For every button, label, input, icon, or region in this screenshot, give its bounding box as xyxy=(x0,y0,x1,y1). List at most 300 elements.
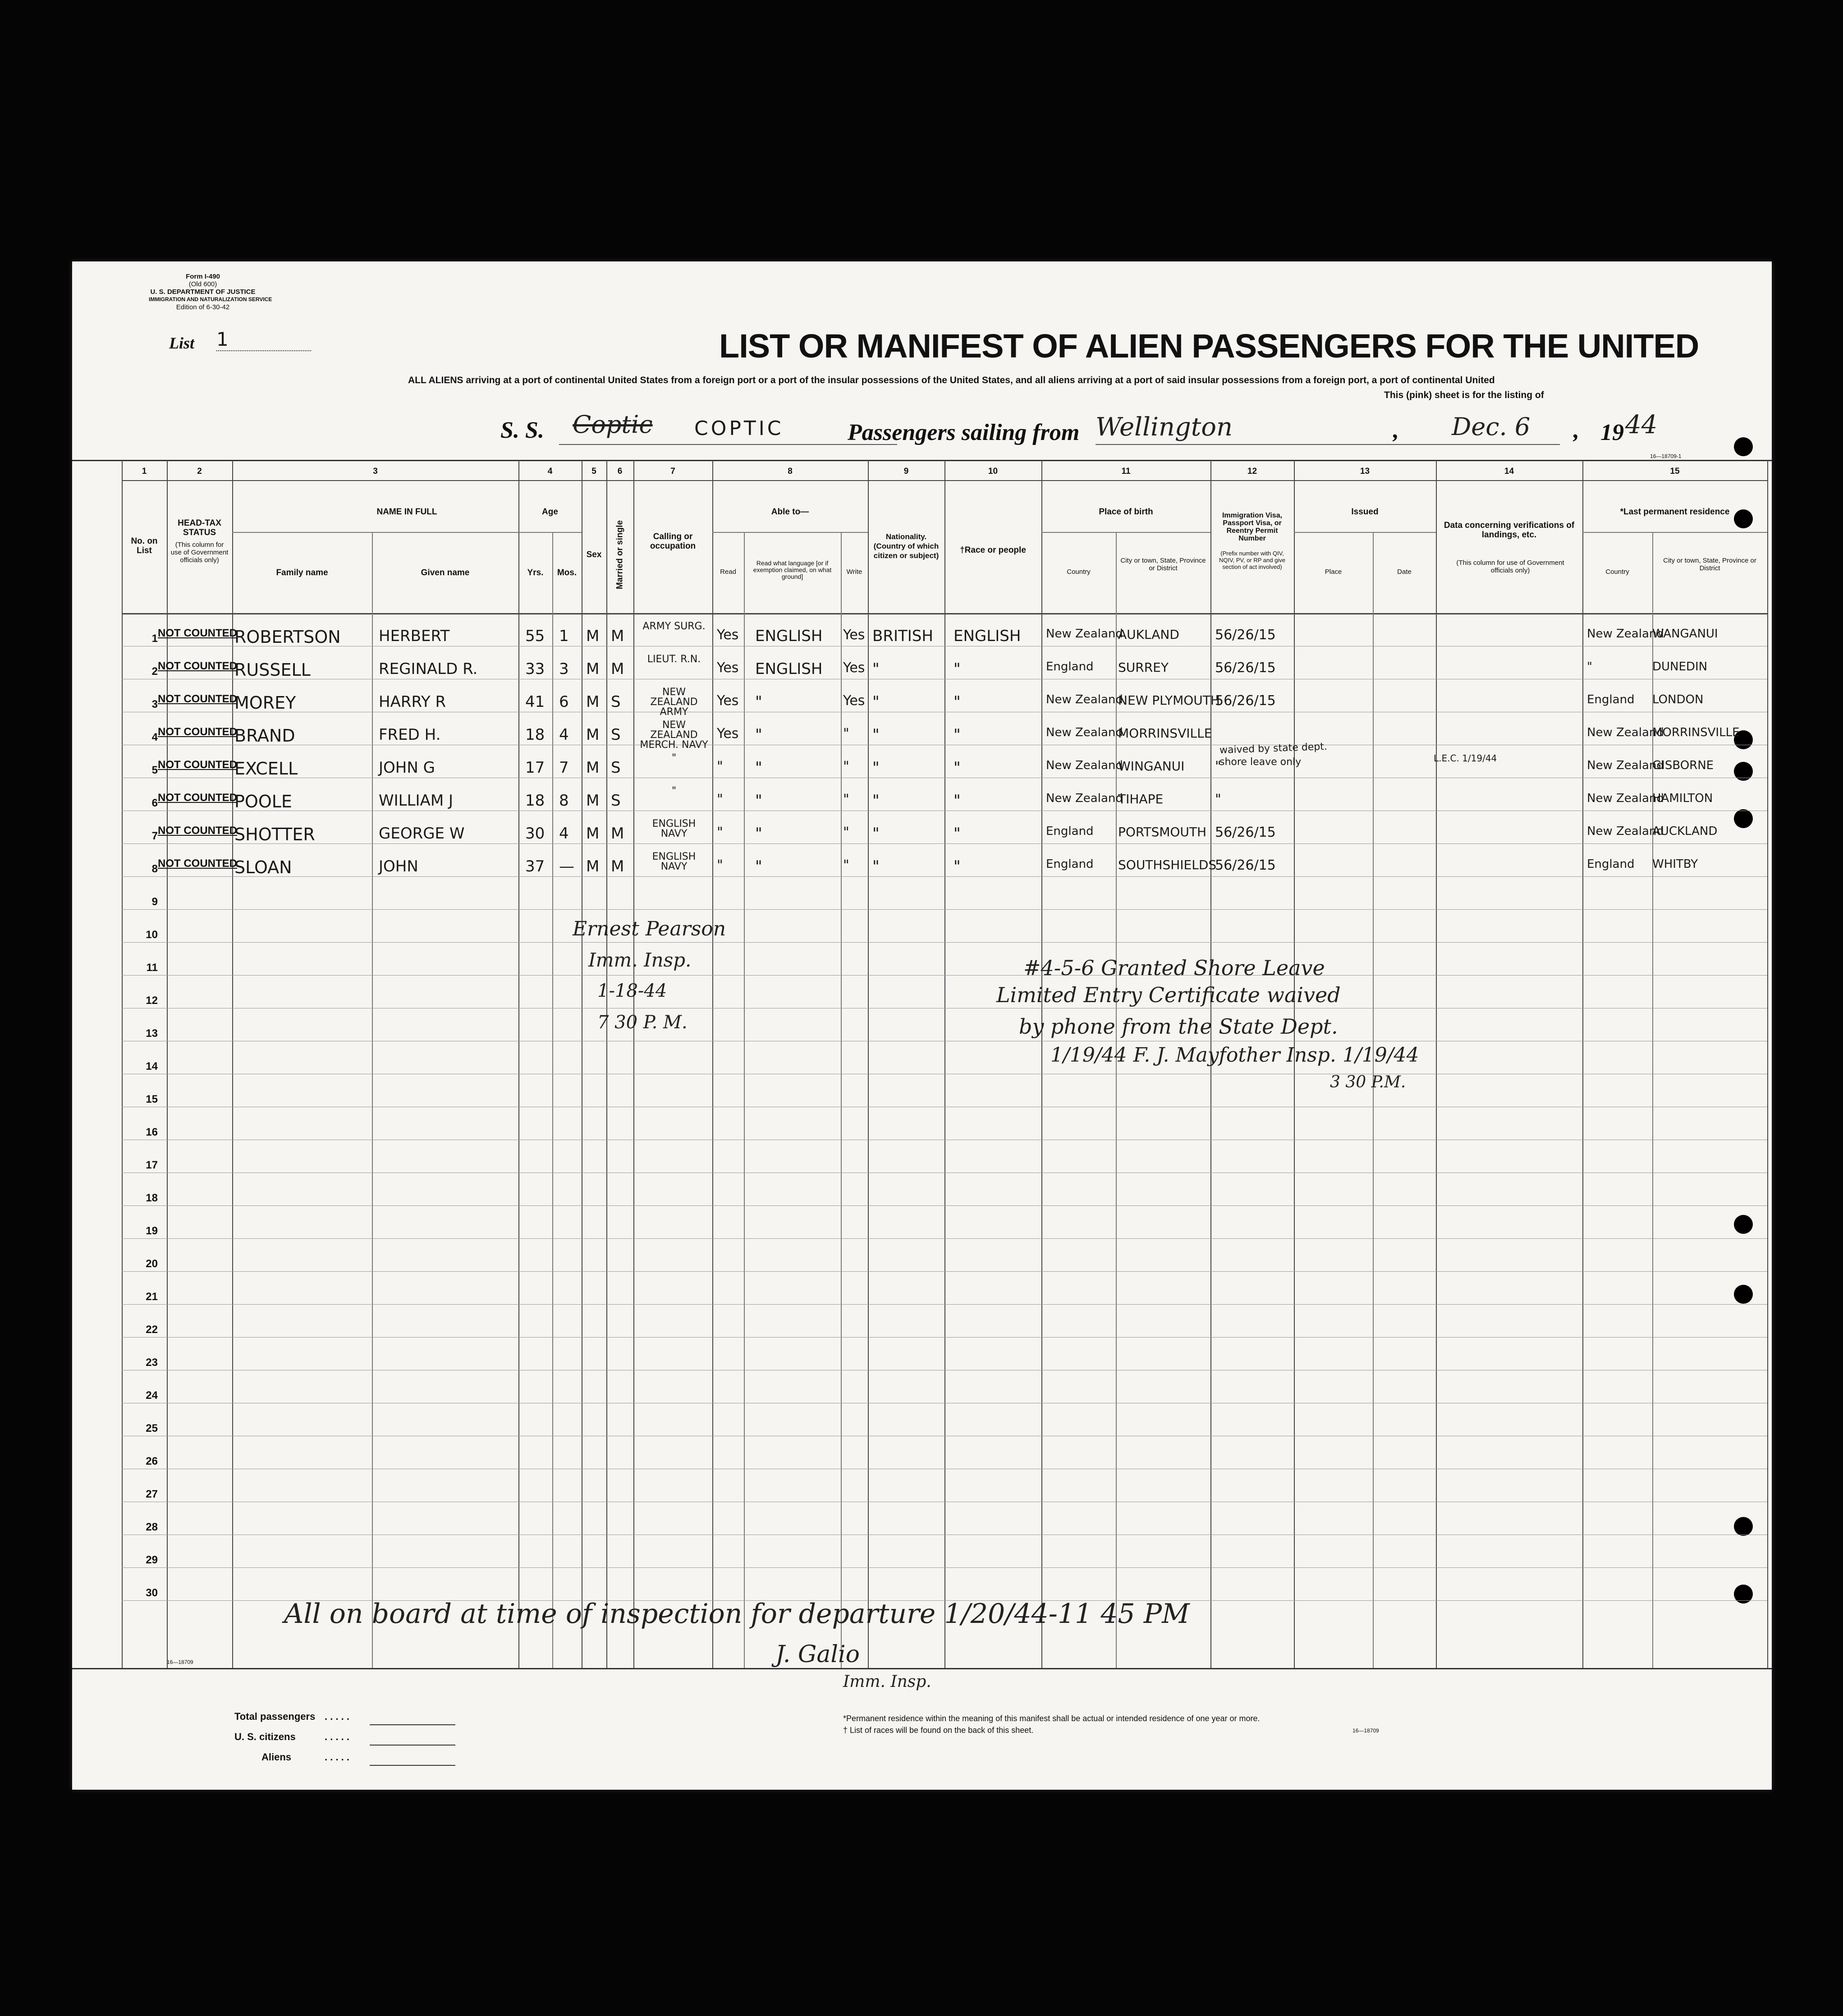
can-read: Yes xyxy=(717,726,739,742)
row-number: 25 xyxy=(146,1422,158,1434)
age-months: 7 xyxy=(559,759,569,777)
birth-city: PORTSMOUTH xyxy=(1118,825,1207,839)
signature: J. Galio xyxy=(775,1641,860,1668)
group-rule xyxy=(1294,532,1436,533)
age-years: 33 xyxy=(525,660,545,678)
read-language: " xyxy=(755,857,762,875)
aliens-label: Aliens xyxy=(261,1751,292,1763)
marital-status: S xyxy=(611,726,621,744)
row-number: 14 xyxy=(146,1060,158,1072)
row-line xyxy=(122,843,1767,844)
row-number: 6 xyxy=(151,797,158,809)
sex: M xyxy=(586,693,600,711)
row-number: 5 xyxy=(151,764,158,776)
given-name: REGINALD R. xyxy=(379,660,478,678)
us-citizens-field[interactable] xyxy=(370,1745,455,1746)
col-num-7: 7 xyxy=(670,467,675,476)
occupation: NEW ZEALAND ARMY xyxy=(650,687,698,718)
occupation: NEW ZEALAND MERCH. NAVY xyxy=(640,719,708,751)
birth-country: England xyxy=(1046,857,1094,871)
form-edition: Edition of 6-30-42 xyxy=(176,303,230,311)
col-num-1: 1 xyxy=(142,467,147,476)
birth-city: AUKLAND xyxy=(1118,627,1179,642)
inspector-title: Imm. Insp. xyxy=(588,949,692,971)
row-number: 10 xyxy=(146,929,158,941)
age-months: 3 xyxy=(559,660,569,678)
header-issued: Issued xyxy=(1351,507,1379,517)
age-years: 37 xyxy=(525,857,545,875)
year-suffix: 44 xyxy=(1625,410,1658,440)
row-line xyxy=(122,975,1767,976)
head-tax-status: NOT COUNTED xyxy=(158,857,237,870)
header-given-name: Given name xyxy=(421,568,470,577)
given-name: HARRY R xyxy=(379,693,446,711)
manifest-sheet xyxy=(72,261,1772,1790)
head-tax-status: NOT COUNTED xyxy=(158,693,237,705)
group-rule xyxy=(518,532,582,533)
birth-country: New Zealand xyxy=(1046,759,1123,772)
read-language: ENGLISH xyxy=(755,660,823,678)
residence-city: DUNEDIN xyxy=(1652,660,1708,674)
col-line xyxy=(744,532,745,1668)
head-tax-status: NOT COUNTED xyxy=(158,627,237,639)
can-read: " xyxy=(717,825,723,840)
age-years: 17 xyxy=(525,759,545,777)
col-num-11: 11 xyxy=(1121,467,1131,476)
header-nationality: Nationality. (Country of which citizen or subject) xyxy=(873,532,939,560)
form-number: Form I-490 xyxy=(186,273,220,280)
ship-name-struck: Coptic xyxy=(573,410,653,439)
col-line xyxy=(712,460,713,1668)
visa-waived-note: waived by state dept. xyxy=(1219,741,1328,756)
form-department: U. S. DEPARTMENT OF JUSTICE xyxy=(150,288,256,296)
row-line xyxy=(122,1304,1767,1305)
can-read: " xyxy=(717,792,723,807)
row-number: 20 xyxy=(146,1258,158,1270)
marital-status: M xyxy=(611,825,624,843)
header-place-of-birth: Place of birth xyxy=(1099,507,1153,517)
row-number: 4 xyxy=(151,731,158,743)
total-passengers-label: Total passengers xyxy=(234,1711,316,1722)
comma: , xyxy=(1393,417,1399,443)
col-num-8: 8 xyxy=(788,467,793,476)
row-number: 30 xyxy=(146,1587,158,1599)
col-line xyxy=(944,460,945,1668)
page-title: LIST OR MANIFEST OF ALIEN PASSENGERS FOR THE UNITED xyxy=(719,327,1699,365)
header-birth-country: Country xyxy=(1067,568,1091,576)
col-line xyxy=(841,532,842,1668)
age-months: — xyxy=(559,857,574,875)
header-married: Married or single xyxy=(615,520,625,590)
can-write: " xyxy=(843,857,849,873)
col-num-13: 13 xyxy=(1360,467,1370,476)
shore-leave-line-3: by phone from the State Dept. xyxy=(1019,1014,1338,1039)
row-number: 19 xyxy=(146,1225,158,1237)
sailing-from: Wellington xyxy=(1096,412,1233,442)
subtitle-line-1: ALL ALIENS arriving at a port of continental United States from a foreign port or a port of the insular possessions of the United States, and all aliens arriving at a port of said insular possessions from a foreign port, a port of continental United xyxy=(408,375,1495,385)
row-number: 24 xyxy=(146,1389,158,1402)
row-number: 27 xyxy=(146,1488,158,1500)
sailing-date: Dec. 6 xyxy=(1452,412,1531,441)
col-line xyxy=(606,460,607,1668)
header-mos: Mos. xyxy=(557,568,577,577)
table-bottom-rule xyxy=(72,1668,1772,1669)
residence-country: New Zealand xyxy=(1587,627,1664,641)
ship-underline xyxy=(559,444,897,445)
race: " xyxy=(954,726,961,744)
row-line xyxy=(122,1205,1767,1206)
nationality: " xyxy=(872,857,880,875)
ship-name: COPTIC xyxy=(694,417,784,440)
header-head-tax-note: (This column for use of Government officials only) xyxy=(170,541,229,564)
age-years: 18 xyxy=(525,792,545,810)
footnote-residence: *Permanent residence within the meaning of this manifest shall be actual or intended residence of one year or more. xyxy=(843,1714,1260,1723)
header-issued-place: Place xyxy=(1325,568,1342,576)
can-write: " xyxy=(843,792,849,807)
punch-hole xyxy=(1734,1215,1753,1234)
can-write: " xyxy=(843,726,849,742)
family-name: BRAND xyxy=(234,726,295,746)
family-name: MOREY xyxy=(234,693,296,713)
inspector-date: 1-18-44 xyxy=(597,981,667,1001)
header-landing-note: (This column for use of Government officials only) xyxy=(1456,559,1564,574)
row-number: 13 xyxy=(146,1027,158,1040)
head-tax-status: NOT COUNTED xyxy=(158,759,237,771)
residence-country: England xyxy=(1587,857,1635,871)
header-race: †Race or people xyxy=(960,545,1026,555)
inspector-time: 7 30 P. M. xyxy=(597,1012,688,1033)
birth-country: England xyxy=(1046,660,1094,674)
family-name: POOLE xyxy=(234,792,292,811)
row-number: 7 xyxy=(151,830,158,842)
aliens-field[interactable] xyxy=(370,1765,455,1766)
lec-note: L.E.C. 1/19/44 xyxy=(1434,753,1497,764)
group-rule xyxy=(1041,532,1210,533)
birth-country: New Zealand xyxy=(1046,693,1123,706)
birth-city: TIHAPE xyxy=(1118,792,1164,806)
head-tax-status: NOT COUNTED xyxy=(158,726,237,738)
sailing-underline xyxy=(1096,444,1479,445)
row-number: 1 xyxy=(151,632,158,645)
col-line xyxy=(1041,460,1042,1668)
residence-country: New Zealand xyxy=(1587,726,1664,739)
occupation: ARMY SURG. xyxy=(642,621,706,632)
family-name: EXCELL xyxy=(234,759,298,779)
occupation: LIEUT. R.N. xyxy=(647,654,701,665)
birth-city: SURREY xyxy=(1118,660,1169,675)
group-rule xyxy=(712,532,868,533)
sex: M xyxy=(586,660,600,678)
inspector-name: Ernest Pearson xyxy=(573,917,726,940)
header-age: Age xyxy=(542,507,558,517)
row-number: 18 xyxy=(146,1192,158,1204)
row-number: 15 xyxy=(146,1093,158,1105)
row-number: 28 xyxy=(146,1521,158,1533)
comma: , xyxy=(1573,417,1579,443)
punch-hole xyxy=(1734,1285,1753,1304)
row-number: 26 xyxy=(146,1455,158,1467)
race: " xyxy=(954,660,961,678)
departure-note: All on board at time of inspection for departure 1/20/44-11 45 PM xyxy=(284,1598,1190,1630)
age-years: 55 xyxy=(525,627,545,645)
visa-number: 56/26/15 xyxy=(1215,693,1276,709)
visa-number: 56/26/15 xyxy=(1215,660,1276,676)
visa-number: 56/26/15 xyxy=(1215,857,1276,873)
nationality: " xyxy=(872,825,880,843)
can-read: " xyxy=(717,857,723,873)
read-language: " xyxy=(755,759,762,777)
header-able-to: Able to— xyxy=(771,507,809,517)
col-line xyxy=(552,532,553,1668)
punch-hole xyxy=(1734,1517,1753,1536)
visa-number: " xyxy=(1215,759,1221,774)
visa-shore-note: shore leave only xyxy=(1219,756,1302,768)
age-months: 8 xyxy=(559,792,569,810)
marital-status: S xyxy=(611,792,621,810)
header-birth-city: City or town, State, Province or District xyxy=(1120,557,1206,572)
row-line xyxy=(122,1271,1767,1272)
read-language: " xyxy=(755,726,762,744)
header-visa-note: (Prefix number with QIV, NQIV, PV, or RP and give section of act involved) xyxy=(1219,550,1285,570)
occupation: ENGLISH NAVY xyxy=(652,818,696,839)
can-write: Yes xyxy=(843,660,865,676)
marital-status: M xyxy=(611,627,624,645)
family-name: SHOTTER xyxy=(234,825,315,844)
residence-country: New Zealand xyxy=(1587,825,1664,838)
age-years: 41 xyxy=(525,693,545,711)
header-name-in-full: NAME IN FULL xyxy=(376,507,437,517)
col-line xyxy=(518,460,519,1668)
head-tax-status: NOT COUNTED xyxy=(158,825,237,837)
nationality: " xyxy=(872,792,880,810)
signature-title: Imm. Insp. xyxy=(843,1672,931,1691)
row-line xyxy=(122,1337,1767,1338)
family-name: RUSSELL xyxy=(234,660,311,680)
can-write: Yes xyxy=(843,627,865,643)
dot-leader: . . . . . xyxy=(325,1731,350,1742)
col-num-9: 9 xyxy=(903,467,909,476)
age-years: 18 xyxy=(525,726,545,744)
subtitle-line-2: This (pink) sheet is for the listing of xyxy=(1384,390,1544,400)
read-language: " xyxy=(755,792,762,810)
row-number: 3 xyxy=(151,698,158,710)
header-no-on-list: No. on List xyxy=(131,536,158,555)
birth-country: New Zealand xyxy=(1046,792,1123,805)
row-number: 12 xyxy=(146,994,158,1007)
race: " xyxy=(954,857,961,875)
header-landing: Data concerning verifications of landings, etc. xyxy=(1444,521,1575,540)
col-line xyxy=(633,460,634,1668)
table-top-rule xyxy=(72,460,1772,461)
col-line xyxy=(1436,460,1437,1668)
birth-city: WINGANUI xyxy=(1118,759,1185,774)
row-number: 21 xyxy=(146,1291,158,1303)
footer-code-left: 16—18709 xyxy=(167,1659,193,1665)
col-num-15: 15 xyxy=(1670,467,1680,476)
header-sex: Sex xyxy=(586,550,602,559)
head-tax-status: NOT COUNTED xyxy=(158,660,237,672)
given-name: JOHN xyxy=(379,857,418,875)
can-write: " xyxy=(843,759,849,774)
nationality: " xyxy=(872,660,880,678)
row-line xyxy=(122,1567,1767,1568)
can-read: Yes xyxy=(717,627,739,643)
age-years: 30 xyxy=(525,825,545,843)
date-underline xyxy=(1425,444,1560,445)
nationality: BRITISH xyxy=(872,627,933,645)
occupation: ENGLISH NAVY xyxy=(652,851,696,872)
residence-city: LONDON xyxy=(1652,693,1704,706)
shore-leave-line-2: Limited Entry Certificate waived xyxy=(996,983,1341,1007)
col-line xyxy=(1767,460,1768,1668)
dot-leader: . . . . . xyxy=(325,1711,350,1722)
col-line xyxy=(232,460,233,1668)
residence-city: WANGANUI xyxy=(1652,627,1718,641)
col-line xyxy=(167,460,168,1668)
residence-city: WHITBY xyxy=(1652,857,1698,871)
given-name: WILLIAM J xyxy=(379,792,453,810)
can-read: " xyxy=(717,759,723,774)
sex: M xyxy=(586,726,600,744)
birth-city: MORRINSVILLE xyxy=(1118,726,1212,741)
form-old-number: (Old 600) xyxy=(188,280,217,288)
marital-status: M xyxy=(611,660,624,678)
footnote-races: † List of races will be found on the back of this sheet. xyxy=(843,1726,1034,1735)
visa-number: 56/26/15 xyxy=(1215,627,1276,643)
header-res-city: City or town, State, Province or District xyxy=(1663,557,1756,572)
row-number: 8 xyxy=(151,863,158,875)
form-code: 16—18709-1 xyxy=(1650,453,1682,459)
ss-label: S. S. xyxy=(500,417,544,443)
row-line xyxy=(122,1238,1767,1239)
given-name: GEORGE W xyxy=(379,825,465,843)
row-number: 2 xyxy=(151,665,158,678)
row-number: 22 xyxy=(146,1324,158,1336)
race: " xyxy=(954,792,961,810)
family-name: ROBERTSON xyxy=(234,627,341,647)
punch-hole xyxy=(1734,809,1753,828)
race: " xyxy=(954,759,961,777)
residence-city: GISBORNE xyxy=(1652,759,1714,772)
row-number: 29 xyxy=(146,1554,158,1566)
family-name: SLOAN xyxy=(234,857,292,877)
residence-country: New Zealand xyxy=(1587,759,1664,772)
col-num-3: 3 xyxy=(373,467,378,476)
header-yrs: Yrs. xyxy=(527,568,544,577)
age-months: 6 xyxy=(559,693,569,711)
marital-status: M xyxy=(611,857,624,875)
given-name: FRED H. xyxy=(379,726,441,744)
col-line xyxy=(868,460,869,1668)
col-num-5: 5 xyxy=(591,467,596,476)
birth-city: SOUTHSHIELDS xyxy=(1118,857,1217,872)
header-family-name: Family name xyxy=(276,568,328,577)
group-rule xyxy=(1582,532,1767,533)
race: ENGLISH xyxy=(954,627,1021,645)
sex: M xyxy=(586,825,600,843)
can-write: Yes xyxy=(843,693,865,709)
col-num-14: 14 xyxy=(1504,467,1514,476)
birth-country: New Zealand xyxy=(1046,627,1123,641)
punch-hole xyxy=(1734,437,1753,456)
sex: M xyxy=(586,792,600,810)
us-citizens-label: U. S. citizens xyxy=(234,1731,296,1742)
header-write: Write xyxy=(846,568,862,576)
residence-country: England xyxy=(1587,693,1635,706)
sex: M xyxy=(586,759,600,777)
sailing-label: Passengers sailing from xyxy=(848,420,1080,445)
can-write: " xyxy=(843,825,849,840)
row-number: 17 xyxy=(146,1159,158,1171)
read-language: ENGLISH xyxy=(755,627,823,645)
birth-country: New Zealand xyxy=(1046,726,1123,739)
col-line xyxy=(1582,460,1583,1668)
occupation: " xyxy=(671,752,677,764)
residence-city: AUCKLAND xyxy=(1652,825,1718,838)
nationality: " xyxy=(872,759,880,777)
age-months: 4 xyxy=(559,825,569,843)
header-visa: Immigration Visa, Passport Visa, or Reentry Permit Number xyxy=(1222,512,1283,542)
header-calling: Calling or occupation xyxy=(650,532,696,551)
race: " xyxy=(954,825,961,843)
race: " xyxy=(954,693,961,711)
form-service: IMMIGRATION AND NATURALIZATION SERVICE xyxy=(149,296,272,302)
col-num-6: 6 xyxy=(617,467,623,476)
year-prefix: 19 xyxy=(1600,420,1624,445)
form-header xyxy=(149,273,272,311)
row-number: 9 xyxy=(151,896,158,908)
residence-city: HAMILTON xyxy=(1652,792,1713,805)
row-line xyxy=(122,909,1767,910)
total-passengers-field[interactable] xyxy=(370,1724,455,1725)
header-read: Read xyxy=(720,568,736,576)
shore-leave-line-1: #4-5-6 Granted Shore Leave xyxy=(1023,956,1325,980)
given-name: HERBERT xyxy=(379,627,450,645)
footer-code-right: 16—18709 xyxy=(1352,1727,1379,1734)
visa-number: " xyxy=(1215,792,1221,807)
row-number: 16 xyxy=(146,1126,158,1138)
list-label: List xyxy=(169,334,195,352)
col-num-12: 12 xyxy=(1247,467,1257,476)
header-last-residence: *Last permanent residence xyxy=(1620,507,1730,517)
sex: M xyxy=(586,627,600,645)
col-line xyxy=(1373,532,1374,1668)
shore-leave-line-5: 3 30 P.M. xyxy=(1330,1073,1406,1091)
age-months: 4 xyxy=(559,726,569,744)
list-number: 1 xyxy=(216,328,311,351)
col-num-10: 10 xyxy=(988,467,998,476)
birth-country: England xyxy=(1046,825,1094,838)
col-line xyxy=(372,532,373,1668)
residence-country: " xyxy=(1587,660,1592,674)
row-number: 23 xyxy=(146,1356,158,1369)
shore-leave-line-4: 1/19/44 F. J. Mayfother Insp. 1/19/44 xyxy=(1050,1044,1419,1067)
marital-status: S xyxy=(611,759,621,777)
can-read: Yes xyxy=(717,660,739,676)
col-num-4: 4 xyxy=(547,467,553,476)
header-issued-date: Date xyxy=(1397,568,1412,576)
read-language: " xyxy=(755,825,762,843)
given-name: JOHN G xyxy=(379,759,435,777)
visa-number: 56/26/15 xyxy=(1215,825,1276,840)
col-num-2: 2 xyxy=(197,467,202,476)
row-number: 11 xyxy=(146,962,158,974)
col-line xyxy=(122,460,123,1668)
read-language: " xyxy=(755,693,762,711)
dot-leader: . . . . . xyxy=(325,1751,350,1763)
nationality: " xyxy=(872,693,880,711)
row-line xyxy=(122,876,1767,877)
